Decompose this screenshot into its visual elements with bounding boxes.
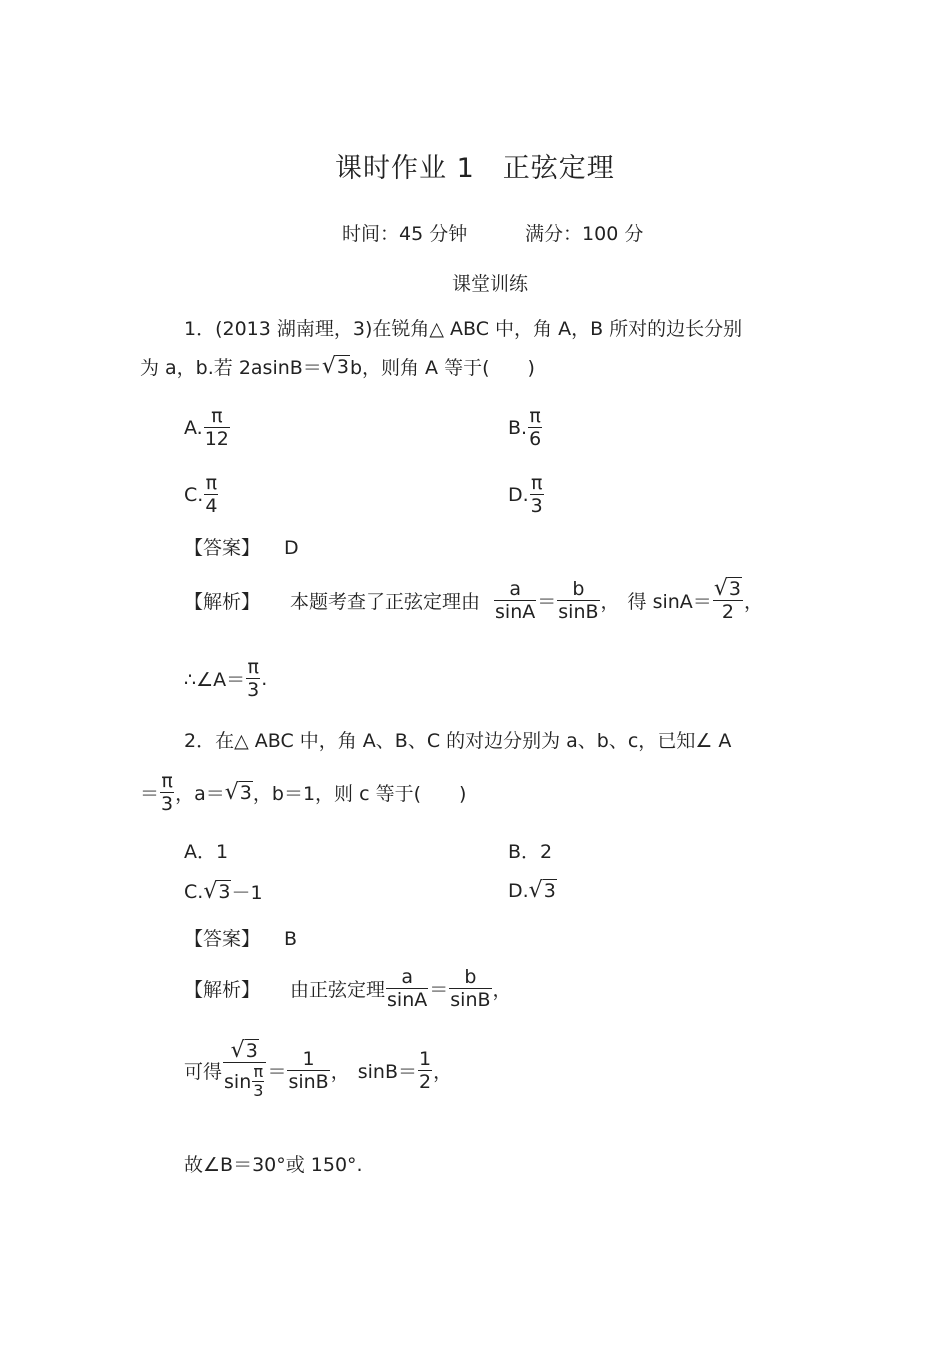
q2-line1: 2．在△ ABC 中，角 A、B、C 的对边分别为 a、b、c，已知∠ A <box>184 730 732 752</box>
fraction-num: π <box>161 770 173 792</box>
q2-option-c <box>184 878 263 905</box>
option-label: A. <box>184 416 203 439</box>
get-text: 得 sinA＝ <box>627 591 712 613</box>
fraction <box>530 472 544 517</box>
fraction-num: 1 <box>287 1048 329 1071</box>
q1-option-c <box>184 472 219 517</box>
sqrt-arg: 3 <box>218 881 231 903</box>
fraction-num: b <box>557 578 599 601</box>
analysis-label: 【解析】 <box>184 979 261 1001</box>
fraction <box>713 578 743 623</box>
q2-line2-a: ，a＝ <box>175 783 225 805</box>
option-label: D. <box>508 483 529 506</box>
q1-analysis <box>184 578 763 623</box>
fraction-den: 6 <box>529 428 542 450</box>
radical-symbol: √ <box>224 780 239 805</box>
option-label: C. <box>184 483 204 506</box>
equals-sign: ＝ <box>537 591 557 613</box>
fraction-den: 2 <box>721 601 734 623</box>
fraction-num: π <box>253 1062 264 1081</box>
sqrt-3 <box>529 878 557 903</box>
q1-line2-b: b，则角 A 等于( ) <box>349 357 535 379</box>
fraction-num: π <box>205 472 218 494</box>
fraction-den <box>223 1063 266 1100</box>
fraction-den: sinA <box>387 989 428 1011</box>
answer-label: 【答案】 <box>184 928 261 950</box>
fraction-num: π <box>204 405 230 428</box>
page-title: 课时作业 1 正弦定理 <box>335 153 615 184</box>
q1-line2 <box>140 353 535 380</box>
fraction-num <box>223 1040 266 1063</box>
q2-conclusion: 故∠B＝30°或 150°. <box>184 1154 363 1176</box>
time-value: 45 分钟 <box>399 223 468 245</box>
fraction-den: 2 <box>419 1070 432 1093</box>
fraction-num: b <box>449 966 491 989</box>
sqrt-3 <box>231 1040 259 1062</box>
q2-line2-b: ，b＝1，则 c 等于( ) <box>252 783 467 805</box>
fraction <box>418 1048 432 1093</box>
fraction-num: a <box>386 966 428 989</box>
sqrt-3 <box>322 354 350 379</box>
score-info <box>525 219 643 246</box>
q2-line2 <box>140 770 466 815</box>
analysis-text: 由正弦定理 <box>290 979 386 1001</box>
sqrt-3 <box>203 879 231 904</box>
q2-option-a: A．1 <box>184 841 229 863</box>
comma: ， <box>743 591 763 613</box>
radical-symbol: √ <box>203 879 218 904</box>
sin-word: sin <box>224 1070 252 1093</box>
analysis-text: 本题考查了正弦定理由 <box>290 591 481 613</box>
fraction-den: 12 <box>204 428 229 450</box>
fraction <box>557 578 599 623</box>
radical-symbol: √ <box>713 576 728 601</box>
comma: ， <box>433 1060 453 1083</box>
q2-analysis <box>184 966 512 1011</box>
fraction <box>252 1063 264 1100</box>
comma: ， <box>600 591 620 613</box>
time-label: 时间： <box>342 223 400 245</box>
comma: ， <box>330 1060 350 1083</box>
equals-sign: ＝ <box>429 979 449 1001</box>
fraction-den: sinA <box>495 601 536 623</box>
q1-option-a <box>184 405 231 450</box>
answer-value: B <box>284 928 298 950</box>
fraction <box>386 966 428 1011</box>
q1-line1: 1．(2013 湖南理，3)在锐角△ ABC 中，角 A，B 所对的边长分别 <box>184 318 743 340</box>
q2-option-b: B．2 <box>508 841 553 863</box>
sqrt-arg: 3 <box>336 356 349 378</box>
q1-answer <box>184 533 299 560</box>
score-value: 100 分 <box>582 223 644 245</box>
fraction-den: sinB <box>450 989 491 1011</box>
fraction-num: 1 <box>419 1047 432 1070</box>
q1-option-b <box>508 405 543 450</box>
option-tail: －1 <box>231 882 263 904</box>
q2-answer <box>184 924 297 951</box>
q1-option-d <box>508 472 545 517</box>
radical-symbol: √ <box>321 354 336 379</box>
answer-label: 【答案】 <box>184 537 261 559</box>
fraction-den: 3 <box>161 793 174 815</box>
radical-symbol: √ <box>230 1038 245 1063</box>
q1-line2-a: 为 a，b.若 2asinB＝ <box>140 357 322 379</box>
fraction <box>223 1040 266 1100</box>
sqrt-3 <box>225 780 253 805</box>
option-label: B. <box>508 416 528 439</box>
fraction-num: π <box>529 405 541 427</box>
q2-derivation <box>184 1040 452 1100</box>
option-label: C. <box>184 880 204 903</box>
fraction <box>160 770 174 815</box>
q1-therefore <box>184 656 267 701</box>
fraction <box>528 405 542 450</box>
fraction-den: 3 <box>530 495 543 517</box>
radical-symbol: √ <box>528 878 543 903</box>
equals-sign: ＝ <box>267 1060 287 1083</box>
equals-sign: ＝ <box>140 783 160 805</box>
fraction-den: sinB <box>288 1070 329 1093</box>
fraction <box>449 966 491 1011</box>
fraction-num <box>713 578 743 601</box>
analysis-label: 【解析】 <box>184 591 261 613</box>
time-info <box>342 219 467 246</box>
sinB-text: sinB＝ <box>357 1060 417 1083</box>
fraction-den: 3 <box>247 679 260 701</box>
fraction <box>204 472 218 517</box>
fraction-num: π <box>530 472 543 494</box>
fraction-num: a <box>494 578 536 601</box>
sqrt-arg: 3 <box>543 880 556 902</box>
section-heading: 课堂训练 <box>452 273 529 295</box>
sqrt-arg: 3 <box>245 1040 258 1062</box>
fraction <box>494 578 536 623</box>
sqrt-3 <box>714 578 742 600</box>
sqrt-arg: 3 <box>239 782 252 804</box>
fraction <box>246 656 260 701</box>
fraction <box>204 405 230 450</box>
answer-value: D <box>284 537 299 559</box>
q2-option-d <box>508 878 557 903</box>
fraction-den: 3 <box>253 1081 264 1100</box>
therefore-text: ∴∠A＝ <box>184 669 246 691</box>
score-label: 满分： <box>525 223 583 245</box>
fraction-den: sinB <box>558 601 599 623</box>
period: . <box>261 667 268 690</box>
fraction-num: π <box>247 656 259 678</box>
comma: ， <box>492 979 512 1001</box>
kede-text: 可得 <box>184 1060 223 1083</box>
sqrt-arg: 3 <box>728 578 741 600</box>
fraction-den: 4 <box>205 495 218 517</box>
option-label: D. <box>508 879 529 902</box>
fraction <box>287 1048 329 1093</box>
